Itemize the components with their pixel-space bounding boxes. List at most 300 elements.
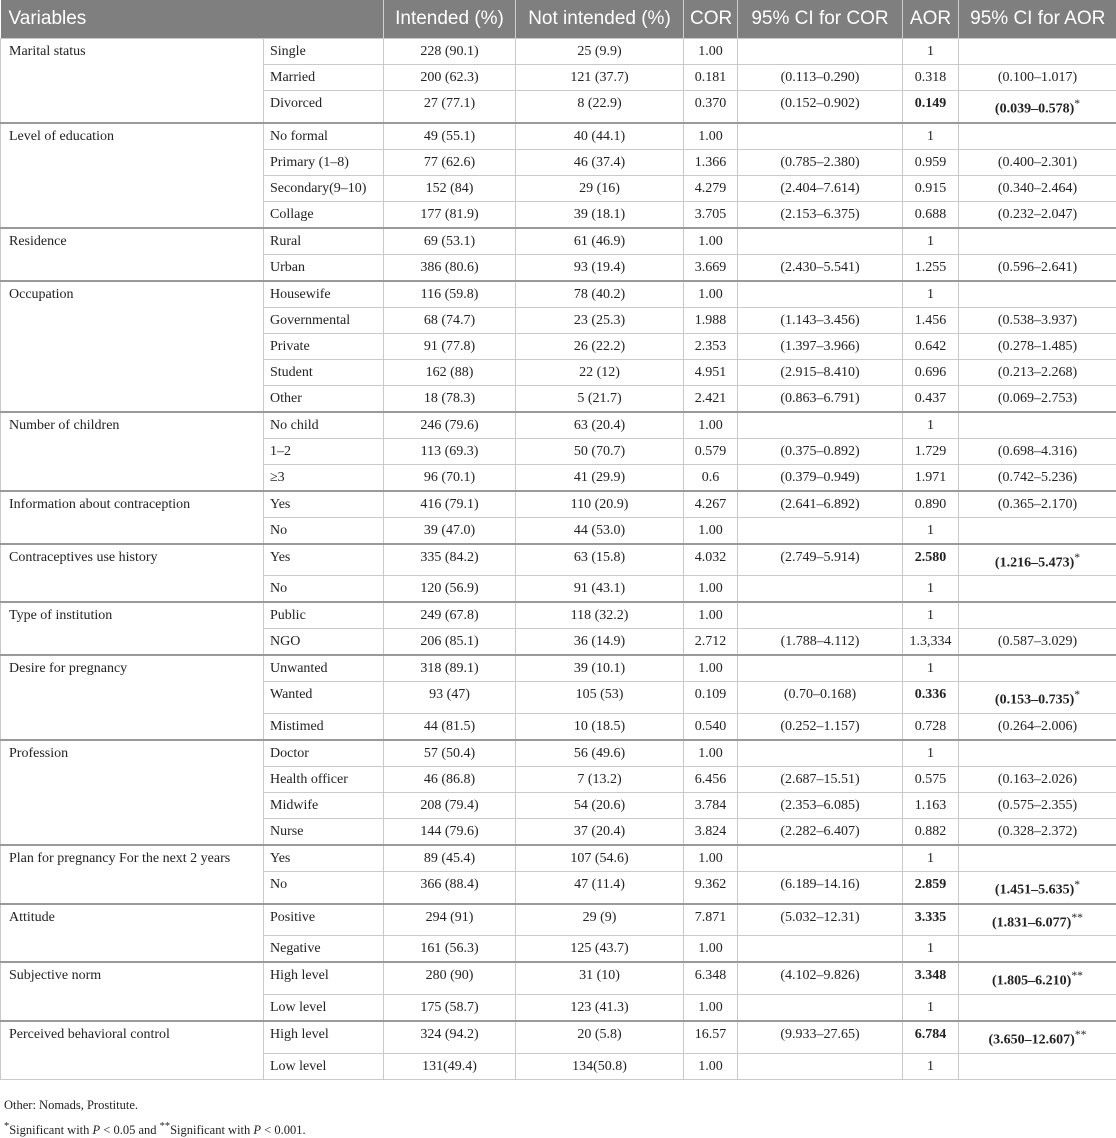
category-cell: No child [264,412,384,439]
ci-cor-cell [738,740,903,767]
ci-cor-cell: (2.915–8.410) [738,359,903,385]
not-intended-cell: 39 (18.1) [516,201,684,228]
table-row [1,1021,1116,1053]
aor-cell: 0.728 [903,713,959,740]
ci-aor-cell: (0.278–1.485) [959,333,1116,359]
aor-cell: 1.456 [903,307,959,333]
not-intended-cell: 25 (9.9) [516,39,684,65]
category-cell: Wanted [264,682,384,714]
intended-cell: 175 (58.7) [384,994,516,1021]
aor-cell: 1 [903,517,959,544]
ci-cor-cell: (6.189–14.16) [738,871,903,903]
aor-cell: 1 [903,936,959,963]
ci-aor-cell [959,412,1116,439]
ci-aor-value: (0.039–0.578) [995,102,1074,117]
ci-aor-value: (3.650–12.607) [989,1033,1075,1048]
not-intended-cell: 22 (12) [516,359,684,385]
aor-cell: 1 [903,39,959,65]
ci-cor-cell [738,576,903,603]
intended-cell: 152 (84) [384,175,516,201]
ci-aor-cell [959,39,1116,65]
category-cell: Primary (1–8) [264,149,384,175]
not-intended-cell: 78 (40.2) [516,281,684,308]
aor-cell: 0.688 [903,201,959,228]
ci-cor-cell [738,228,903,255]
intended-cell: 335 (84.2) [384,544,516,576]
category-cell: Yes [264,544,384,576]
cor-cell: 1.00 [684,994,738,1021]
intended-cell: 89 (45.4) [384,845,516,872]
category-cell: Urban [264,254,384,281]
aor-cell: 0.959 [903,149,959,175]
category-cell: Rural [264,228,384,255]
intended-cell: 46 (86.8) [384,766,516,792]
aor-cell: 0.437 [903,385,959,412]
ci-cor-cell: (0.252–1.157) [738,713,903,740]
ci-aor-cell [959,1021,1116,1053]
ci-aor-cell: (0.575–2.355) [959,792,1116,818]
ci-aor-cell [959,936,1116,963]
intended-cell: 69 (53.1) [384,228,516,255]
cor-cell: 0.109 [684,682,738,714]
variable-cell: Profession [1,740,264,845]
not-intended-cell: 26 (22.2) [516,333,684,359]
header-ci-cor: 95% CI for COR [738,0,903,39]
category-cell: Other [264,385,384,412]
not-intended-cell: 118 (32.2) [516,602,684,629]
variable-cell: Plan for pregnancy For the next 2 years [1,845,264,904]
header-cor: COR [684,0,738,39]
ci-aor-cell [959,904,1116,936]
not-intended-cell: 29 (9) [516,904,684,936]
ci-aor-cell [959,602,1116,629]
aor-cell: 0.149 [903,91,959,123]
header-ci-aor: 95% CI for AOR [959,0,1116,39]
sig2-p: P [253,1123,261,1137]
ci-cor-cell: (2.404–7.614) [738,175,903,201]
category-cell: Yes [264,845,384,872]
cor-cell: 7.871 [684,904,738,936]
not-intended-cell: 46 (37.4) [516,149,684,175]
ci-aor-cell [959,123,1116,150]
intended-cell: 324 (94.2) [384,1021,516,1053]
header-aor: AOR [903,0,959,39]
aor-cell: 1 [903,228,959,255]
category-cell: Unwanted [264,655,384,682]
ci-cor-cell: (0.785–2.380) [738,149,903,175]
ci-aor-cell [959,740,1116,767]
variable-cell: Information about contraception [1,491,264,544]
sig1-text: Significant with [9,1123,92,1137]
ci-cor-cell [738,655,903,682]
cor-cell: 1.00 [684,1053,738,1079]
cor-cell: 2.712 [684,629,738,656]
cor-cell: 4.279 [684,175,738,201]
ci-aor-cell: (0.163–2.026) [959,766,1116,792]
table-row [1,845,1116,872]
aor-cell: 1 [903,123,959,150]
cor-cell: 1.00 [684,281,738,308]
variable-cell: Desire for pregnancy [1,655,264,740]
category-cell: Doctor [264,740,384,767]
category-cell: 1–2 [264,438,384,464]
intended-cell: 416 (79.1) [384,491,516,518]
ci-cor-cell: (0.863–6.791) [738,385,903,412]
ci-aor-cell [959,1053,1116,1079]
intended-cell: 294 (91) [384,904,516,936]
intended-cell: 161 (56.3) [384,936,516,963]
ci-cor-cell [738,1053,903,1079]
not-intended-cell: 8 (22.9) [516,91,684,123]
ci-cor-cell: (2.282–6.407) [738,818,903,845]
category-cell: Single [264,39,384,65]
table-row [1,491,1116,518]
ci-cor-cell: (4.102–9.826) [738,962,903,994]
ci-aor-cell: (0.742–5.236) [959,464,1116,491]
intended-cell: 113 (69.3) [384,438,516,464]
ci-cor-cell: (2.430–5.541) [738,254,903,281]
ci-aor-cell [959,845,1116,872]
ci-cor-cell: (2.749–5.914) [738,544,903,576]
category-cell: NGO [264,629,384,656]
category-cell: High level [264,1021,384,1053]
ci-aor-cell: (0.698–4.316) [959,438,1116,464]
not-intended-cell: 123 (41.3) [516,994,684,1021]
not-intended-cell: 121 (37.7) [516,65,684,91]
ci-aor-cell [959,91,1116,123]
not-intended-cell: 10 (18.5) [516,713,684,740]
ci-cor-cell: (2.153–6.375) [738,201,903,228]
category-cell: Public [264,602,384,629]
aor-cell: 1.729 [903,438,959,464]
cor-cell: 1.00 [684,123,738,150]
sig2-text: Significant with [170,1123,253,1137]
significance-mark: ** [1071,911,1083,924]
table-body [1,39,1116,1080]
aor-cell: 0.890 [903,491,959,518]
ci-aor-value: (1.216–5.473) [995,555,1074,570]
ci-aor-cell: (0.100–1.017) [959,65,1116,91]
category-cell: Governmental [264,307,384,333]
intended-cell: 246 (79.6) [384,412,516,439]
ci-aor-value: (0.153–0.735) [995,693,1074,708]
sig2-mark: ** [160,1121,170,1132]
intended-cell: 144 (79.6) [384,818,516,845]
not-intended-cell: 125 (43.7) [516,936,684,963]
not-intended-cell: 61 (46.9) [516,228,684,255]
cor-cell: 3.784 [684,792,738,818]
cor-cell: 0.370 [684,91,738,123]
significance-mark: ** [1075,1028,1087,1041]
aor-cell: 0.318 [903,65,959,91]
ci-aor-cell: (0.596–2.641) [959,254,1116,281]
ci-cor-cell: (2.687–15.51) [738,766,903,792]
cor-cell: 1.00 [684,845,738,872]
cor-cell: 2.353 [684,333,738,359]
aor-cell: 6.784 [903,1021,959,1053]
category-cell: Midwife [264,792,384,818]
intended-cell: 206 (85.1) [384,629,516,656]
table-row [1,904,1116,936]
aor-cell: 2.580 [903,544,959,576]
category-cell: Married [264,65,384,91]
ci-aor-cell [959,228,1116,255]
ci-cor-cell: (0.375–0.892) [738,438,903,464]
not-intended-cell: 20 (5.8) [516,1021,684,1053]
ci-cor-cell [738,845,903,872]
significance-mark: * [1074,688,1080,701]
category-cell: Divorced [264,91,384,123]
intended-cell: 96 (70.1) [384,464,516,491]
category-cell: Mistimed [264,713,384,740]
ci-aor-cell [959,517,1116,544]
category-cell: No [264,576,384,603]
category-cell: Secondary(9–10) [264,175,384,201]
not-intended-cell: 91 (43.1) [516,576,684,603]
variable-cell: Marital status [1,39,264,123]
category-cell: Low level [264,994,384,1021]
ci-aor-value: (1.805–6.210) [992,974,1071,989]
ci-cor-cell [738,994,903,1021]
variable-cell: Level of education [1,123,264,228]
ci-aor-cell: (0.328–2.372) [959,818,1116,845]
ci-cor-cell: (0.152–0.902) [738,91,903,123]
sig1-p: P [93,1123,101,1137]
cor-cell: 0.540 [684,713,738,740]
ci-cor-cell: (2.641–6.892) [738,491,903,518]
table-row [1,412,1116,439]
intended-cell: 27 (77.1) [384,91,516,123]
aor-cell: 2.859 [903,871,959,903]
header-intended: Intended (%) [384,0,516,39]
aor-cell: 0.882 [903,818,959,845]
header-not-intended: Not intended (%) [516,0,684,39]
aor-cell: 1 [903,845,959,872]
cor-cell: 1.00 [684,740,738,767]
intended-cell: 208 (79.4) [384,792,516,818]
ci-aor-cell [959,962,1116,994]
ci-cor-cell [738,936,903,963]
category-cell: No formal [264,123,384,150]
table-row [1,123,1116,150]
cor-cell: 1.00 [684,936,738,963]
cor-cell: 1.00 [684,655,738,682]
header-row [1,0,1116,39]
category-cell: No [264,517,384,544]
ci-cor-cell: (5.032–12.31) [738,904,903,936]
category-cell: Negative [264,936,384,963]
ci-cor-cell: (0.379–0.949) [738,464,903,491]
intended-cell: 177 (81.9) [384,201,516,228]
table-row [1,228,1116,255]
ci-aor-value: (1.831–6.077) [992,915,1071,930]
cor-cell: 0.6 [684,464,738,491]
aor-cell: 1 [903,740,959,767]
intended-cell: 249 (67.8) [384,602,516,629]
intended-cell: 49 (55.1) [384,123,516,150]
ci-aor-cell: (0.400–2.301) [959,149,1116,175]
category-cell: Nurse [264,818,384,845]
not-intended-cell: 93 (19.4) [516,254,684,281]
aor-cell: 3.335 [903,904,959,936]
not-intended-cell: 5 (21.7) [516,385,684,412]
category-cell: Yes [264,491,384,518]
category-cell: No [264,871,384,903]
intended-cell: 18 (78.3) [384,385,516,412]
category-cell: ≥3 [264,464,384,491]
ci-cor-cell [738,517,903,544]
intended-cell: 200 (62.3) [384,65,516,91]
intended-cell: 228 (90.1) [384,39,516,65]
ci-aor-cell: (0.232–2.047) [959,201,1116,228]
not-intended-cell: 54 (20.6) [516,792,684,818]
not-intended-cell: 39 (10.1) [516,655,684,682]
intended-cell: 91 (77.8) [384,333,516,359]
ci-aor-cell [959,544,1116,576]
not-intended-cell: 107 (54.6) [516,845,684,872]
cor-cell: 0.181 [684,65,738,91]
intended-cell: 39 (47.0) [384,517,516,544]
aor-cell: 1.255 [903,254,959,281]
aor-cell: 1.163 [903,792,959,818]
intended-cell: 77 (62.6) [384,149,516,175]
cor-cell: 6.348 [684,962,738,994]
header-variables: Variables [1,0,384,39]
aor-cell: 0.575 [903,766,959,792]
aor-cell: 3.348 [903,962,959,994]
table-row [1,655,1116,682]
aor-cell: 0.642 [903,333,959,359]
not-intended-cell: 47 (11.4) [516,871,684,903]
ci-aor-cell: (0.264–2.006) [959,713,1116,740]
intended-cell: 44 (81.5) [384,713,516,740]
intended-cell: 162 (88) [384,359,516,385]
intended-cell: 116 (59.8) [384,281,516,308]
ci-aor-cell [959,994,1116,1021]
not-intended-cell: 105 (53) [516,682,684,714]
not-intended-cell: 41 (29.9) [516,464,684,491]
cor-cell: 4.267 [684,491,738,518]
intended-cell: 318 (89.1) [384,655,516,682]
significance-mark: * [1074,97,1080,110]
not-intended-cell: 29 (16) [516,175,684,201]
variable-cell: Residence [1,228,264,281]
cor-cell: 0.579 [684,438,738,464]
intended-cell: 386 (80.6) [384,254,516,281]
ci-aor-cell [959,655,1116,682]
ci-cor-cell [738,123,903,150]
aor-cell: 0.696 [903,359,959,385]
cor-cell: 1.988 [684,307,738,333]
not-intended-cell: 36 (14.9) [516,629,684,656]
cor-cell: 3.669 [684,254,738,281]
category-cell: Health officer [264,766,384,792]
ci-cor-cell [738,281,903,308]
variable-cell: Attitude [1,904,264,963]
cor-cell: 9.362 [684,871,738,903]
significance-mark: ** [1071,969,1083,982]
cor-cell: 16.57 [684,1021,738,1053]
aor-cell: 0.336 [903,682,959,714]
not-intended-cell: 44 (53.0) [516,517,684,544]
not-intended-cell: 63 (15.8) [516,544,684,576]
table-row [1,740,1116,767]
ci-cor-cell: (1.143–3.456) [738,307,903,333]
not-intended-cell: 56 (49.6) [516,740,684,767]
ci-aor-cell: (0.213–2.268) [959,359,1116,385]
ci-aor-cell [959,871,1116,903]
category-cell: Housewife [264,281,384,308]
cor-cell: 4.951 [684,359,738,385]
ci-cor-cell: (0.70–0.168) [738,682,903,714]
significance-mark: * [1074,878,1080,891]
footnote-significance [0,1119,1116,1138]
ci-aor-value: (1.451–5.635) [995,883,1074,898]
cor-cell: 1.00 [684,228,738,255]
ci-aor-cell [959,576,1116,603]
not-intended-cell: 110 (20.9) [516,491,684,518]
variable-cell: Type of institution [1,602,264,655]
variable-cell: Number of children [1,412,264,491]
aor-cell: 1.3,334 [903,629,959,656]
aor-cell: 1 [903,281,959,308]
cor-cell: 3.705 [684,201,738,228]
category-cell: Student [264,359,384,385]
cor-cell: 1.00 [684,602,738,629]
not-intended-cell: 7 (13.2) [516,766,684,792]
cor-cell: 1.00 [684,412,738,439]
intended-cell: 366 (88.4) [384,871,516,903]
not-intended-cell: 23 (25.3) [516,307,684,333]
cor-cell: 1.00 [684,39,738,65]
table-row [1,962,1116,994]
ci-aor-cell [959,682,1116,714]
cor-cell: 2.421 [684,385,738,412]
category-cell: Collage [264,201,384,228]
sig1-mark: * [4,1121,9,1132]
aor-cell: 1.971 [903,464,959,491]
cor-cell: 1.366 [684,149,738,175]
cor-cell: 4.032 [684,544,738,576]
intended-cell: 57 (50.4) [384,740,516,767]
category-cell: Positive [264,904,384,936]
sig1-tail: < 0.05 and [100,1123,159,1137]
ci-cor-cell [738,39,903,65]
cor-cell: 3.824 [684,818,738,845]
not-intended-cell: 63 (20.4) [516,412,684,439]
intended-cell: 68 (74.7) [384,307,516,333]
ci-aor-cell [959,281,1116,308]
aor-cell: 1 [903,994,959,1021]
aor-cell: 1 [903,412,959,439]
category-cell: Low level [264,1053,384,1079]
aor-cell: 1 [903,655,959,682]
table-row [1,39,1116,65]
cor-cell: 1.00 [684,517,738,544]
intended-cell: 120 (56.9) [384,576,516,603]
ci-aor-cell: (0.538–3.937) [959,307,1116,333]
aor-cell: 1 [903,1053,959,1079]
cor-cell: 6.456 [684,766,738,792]
cor-cell: 1.00 [684,576,738,603]
intended-cell: 131(49.4) [384,1053,516,1079]
intended-cell: 280 (90) [384,962,516,994]
not-intended-cell: 134(50.8) [516,1053,684,1079]
variable-cell: Occupation [1,281,264,412]
variable-cell: Perceived behavioral control [1,1021,264,1079]
ci-cor-cell: (1.788–4.112) [738,629,903,656]
ci-aor-cell: (0.340–2.464) [959,175,1116,201]
